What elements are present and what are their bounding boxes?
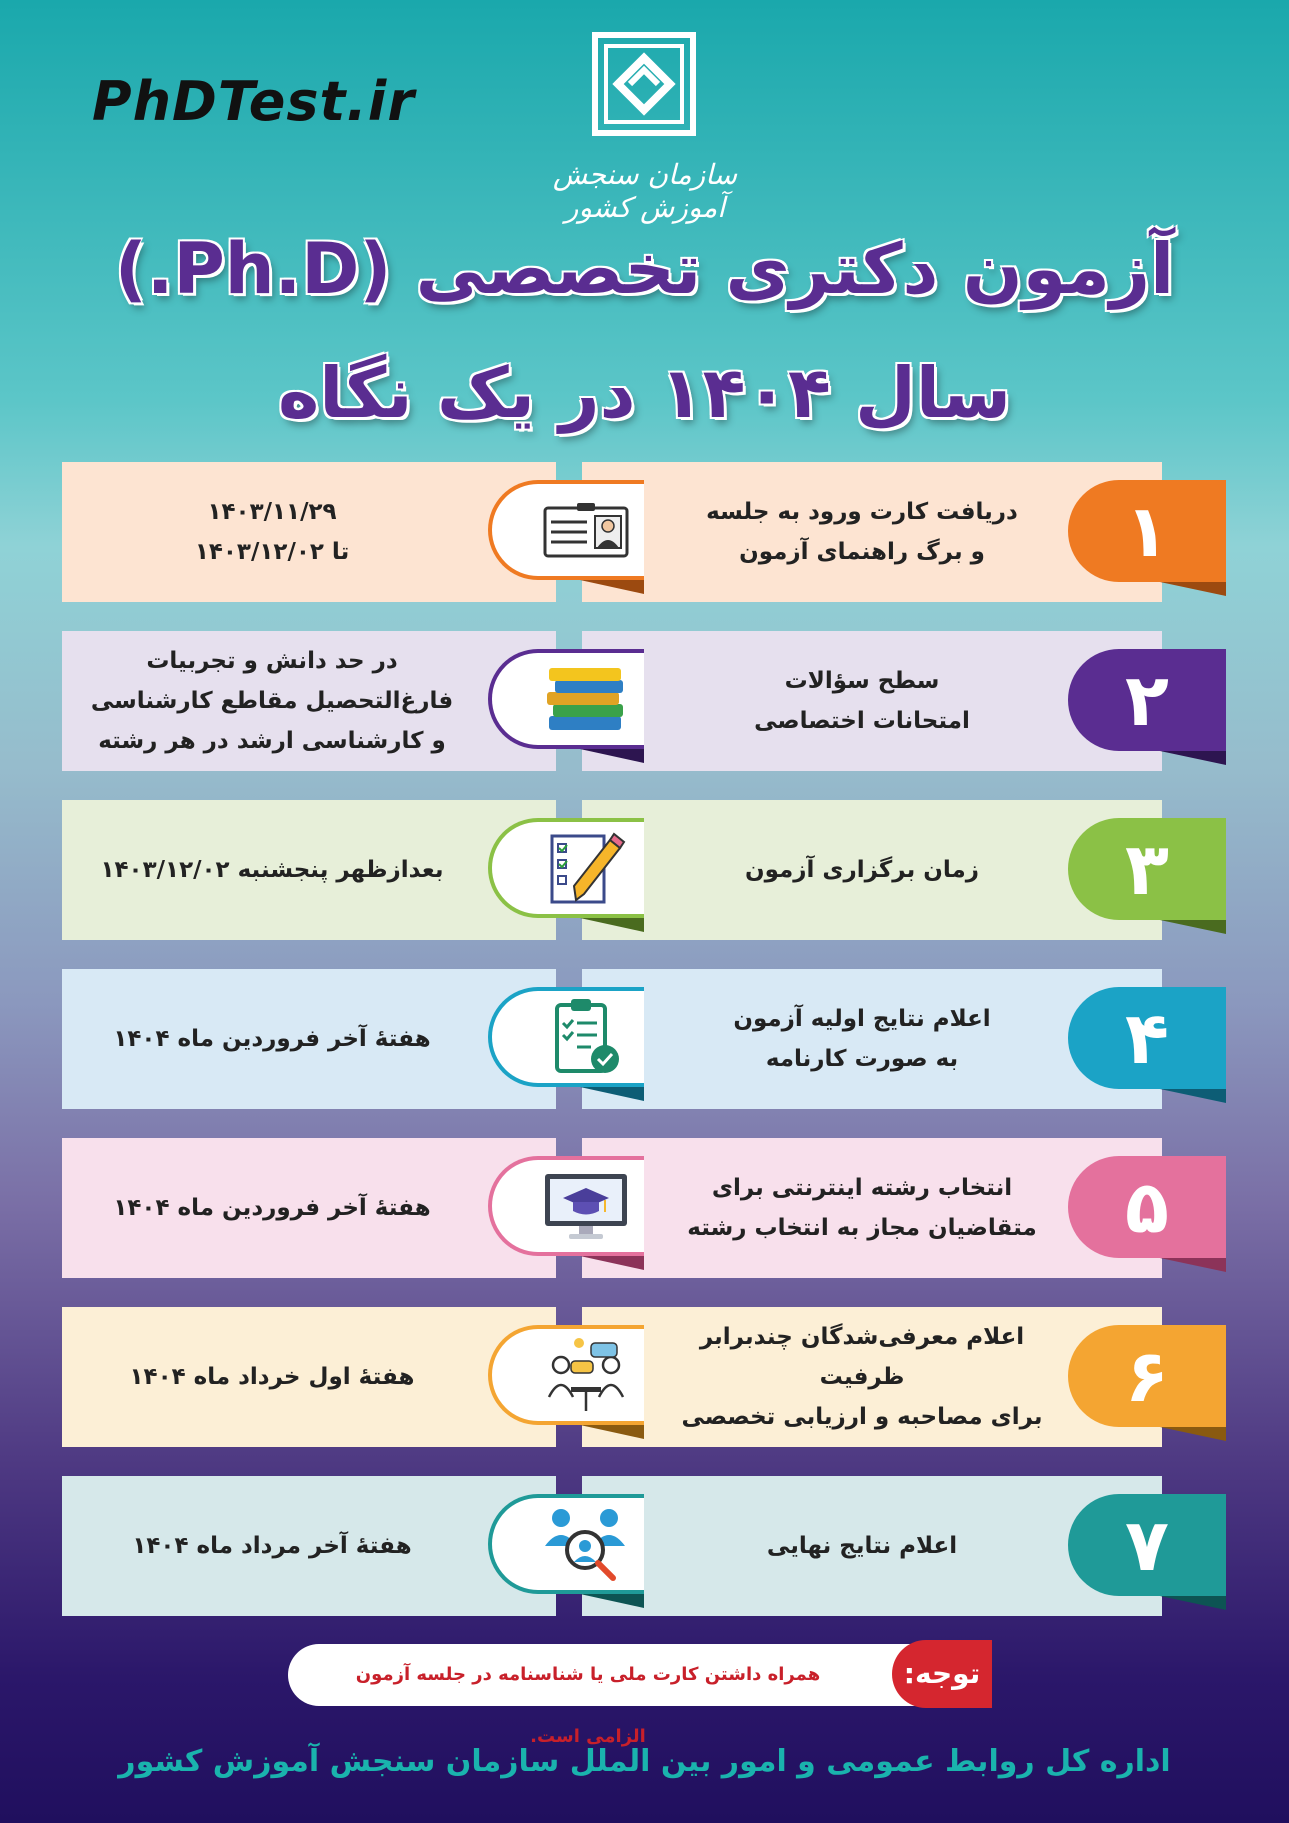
notice-text: همراه داشتن کارت ملی یا شناسنامه در جلسه آزمون الزامی است.: [355, 1664, 821, 1747]
pencil-checklist-icon: [488, 818, 644, 918]
ribbon-fold: [1160, 751, 1226, 765]
step-title: [662, 1307, 1062, 1447]
step-number: ۲: [1068, 649, 1226, 751]
ribbon-fold: [1160, 582, 1226, 596]
ribbon-fold: [1160, 1596, 1226, 1610]
timeline-row: [0, 969, 1289, 1109]
step-title: [662, 969, 1062, 1109]
people-search-icon: [488, 1494, 644, 1594]
ribbon-fold: [1160, 1089, 1226, 1103]
id-card-icon: [488, 480, 644, 580]
step-title-line: برای مصاحبه و ارزیابی تخصصی: [681, 1404, 1043, 1431]
date-line: هفتهٔ آخر مرداد ماه ۱۴۰۴: [132, 1532, 412, 1559]
ribbon-fold: [1160, 920, 1226, 934]
page-subtitle: سال ۱۴۰۴ در یک نگاه: [277, 352, 1012, 434]
notice-banner: [288, 1644, 986, 1747]
date-cell: [62, 462, 556, 602]
date-text: [62, 800, 482, 940]
org-caption: سازمان سنجش آموزش کشور: [552, 158, 738, 224]
date-text: [62, 462, 482, 602]
date-line: هفتهٔ آخر فروردین ماه ۱۴۰۴: [113, 1025, 431, 1052]
graduation-monitor-icon: [488, 1156, 644, 1256]
step-number: ۶: [1068, 1325, 1226, 1427]
timeline-row: [0, 462, 1289, 602]
timeline-row: [0, 631, 1289, 771]
notice-label: توجه:: [892, 1640, 992, 1708]
step-title: [662, 1476, 1062, 1616]
timeline-row: [0, 1307, 1289, 1447]
ribbon-fold: [580, 918, 644, 932]
timeline-row: [0, 1138, 1289, 1278]
step-number: ۳: [1068, 818, 1226, 920]
date-cell: [62, 1138, 556, 1278]
ribbon-fold: [580, 1087, 644, 1101]
step-title-line: سطح سؤالات: [784, 667, 940, 694]
date-text: [62, 631, 482, 771]
date-line: هفتهٔ اول خرداد ماه ۱۴۰۴: [129, 1363, 415, 1390]
step-title-line: اعلام نتایج اولیه آزمون: [733, 1005, 991, 1032]
step-title-line: به صورت کارنامه: [765, 1046, 959, 1072]
ribbon-fold: [1160, 1427, 1226, 1441]
date-line: هفتهٔ آخر فروردین ماه ۱۴۰۴: [113, 1194, 431, 1221]
date-line: فارغ‌التحصیل مقاطع کارشناسی: [90, 687, 454, 714]
date-line: و کارشناسی ارشد در هر رشته: [98, 728, 446, 755]
step-title: [662, 462, 1062, 602]
date-line: بعدازظهر پنجشنبه ۱۴۰۳/۱۲/۰۲: [100, 856, 444, 883]
books-icon: [488, 649, 644, 749]
ribbon-fold: [580, 1594, 644, 1608]
step-title-line: زمان برگزاری آزمون: [745, 856, 980, 883]
step-title-line: امتحانات اختصاصی: [754, 708, 970, 734]
step-title-line: انتخاب رشته اینترنتی برای: [711, 1174, 1013, 1201]
ribbon-fold: [580, 1256, 644, 1270]
date-cell: [62, 1307, 556, 1447]
timeline-row: [0, 800, 1289, 940]
step-title-line: اعلام نتایج نهایی: [766, 1532, 958, 1559]
step-title: [662, 1138, 1062, 1278]
date-text: [62, 1307, 482, 1447]
footer-credit: اداره کل روابط عمومی و امور بین الملل سازمان سنجش آموزش کشور: [118, 1744, 1171, 1779]
timeline-row: [0, 1476, 1289, 1616]
step-number: ۵: [1068, 1156, 1226, 1258]
date-line: ۱۴۰۳/۱۱/۲۹: [207, 498, 337, 525]
step-title-line: متقاضیان مجاز به انتخاب رشته: [687, 1215, 1037, 1241]
date-cell: [62, 1476, 556, 1616]
ribbon-fold: [580, 1425, 644, 1439]
ribbon-fold: [580, 749, 644, 763]
step-title-line: اعلام معرفی‌شدگان چندبرابر ظرفیت: [699, 1323, 1025, 1390]
page-title: آزمون دکتری تخصصی (Ph.D.): [114, 228, 1175, 310]
date-text: [62, 969, 482, 1109]
step-number: ۷: [1068, 1494, 1226, 1596]
org-logo-icon: [592, 32, 696, 136]
step-title: [662, 631, 1062, 771]
date-line: تا ۱۴۰۳/۱۲/۰۲: [194, 539, 350, 565]
step-title-line: دریافت کارت ورود به جلسه: [706, 498, 1018, 525]
step-number: ۱: [1068, 480, 1226, 582]
clipboard-check-icon: [488, 987, 644, 1087]
date-text: [62, 1476, 482, 1616]
date-text: [62, 1138, 482, 1278]
date-cell: [62, 631, 556, 771]
ribbon-fold: [1160, 1258, 1226, 1272]
date-cell: [62, 969, 556, 1109]
ribbon-fold: [580, 580, 644, 594]
date-line: در حد دانش و تجربیات: [146, 647, 398, 674]
site-brand: PhDTest.ir: [92, 70, 415, 133]
step-title: [662, 800, 1062, 940]
step-number: ۴: [1068, 987, 1226, 1089]
interview-icon: [488, 1325, 644, 1425]
step-title-line: و برگ راهنمای آزمون: [739, 539, 985, 565]
date-cell: [62, 800, 556, 940]
